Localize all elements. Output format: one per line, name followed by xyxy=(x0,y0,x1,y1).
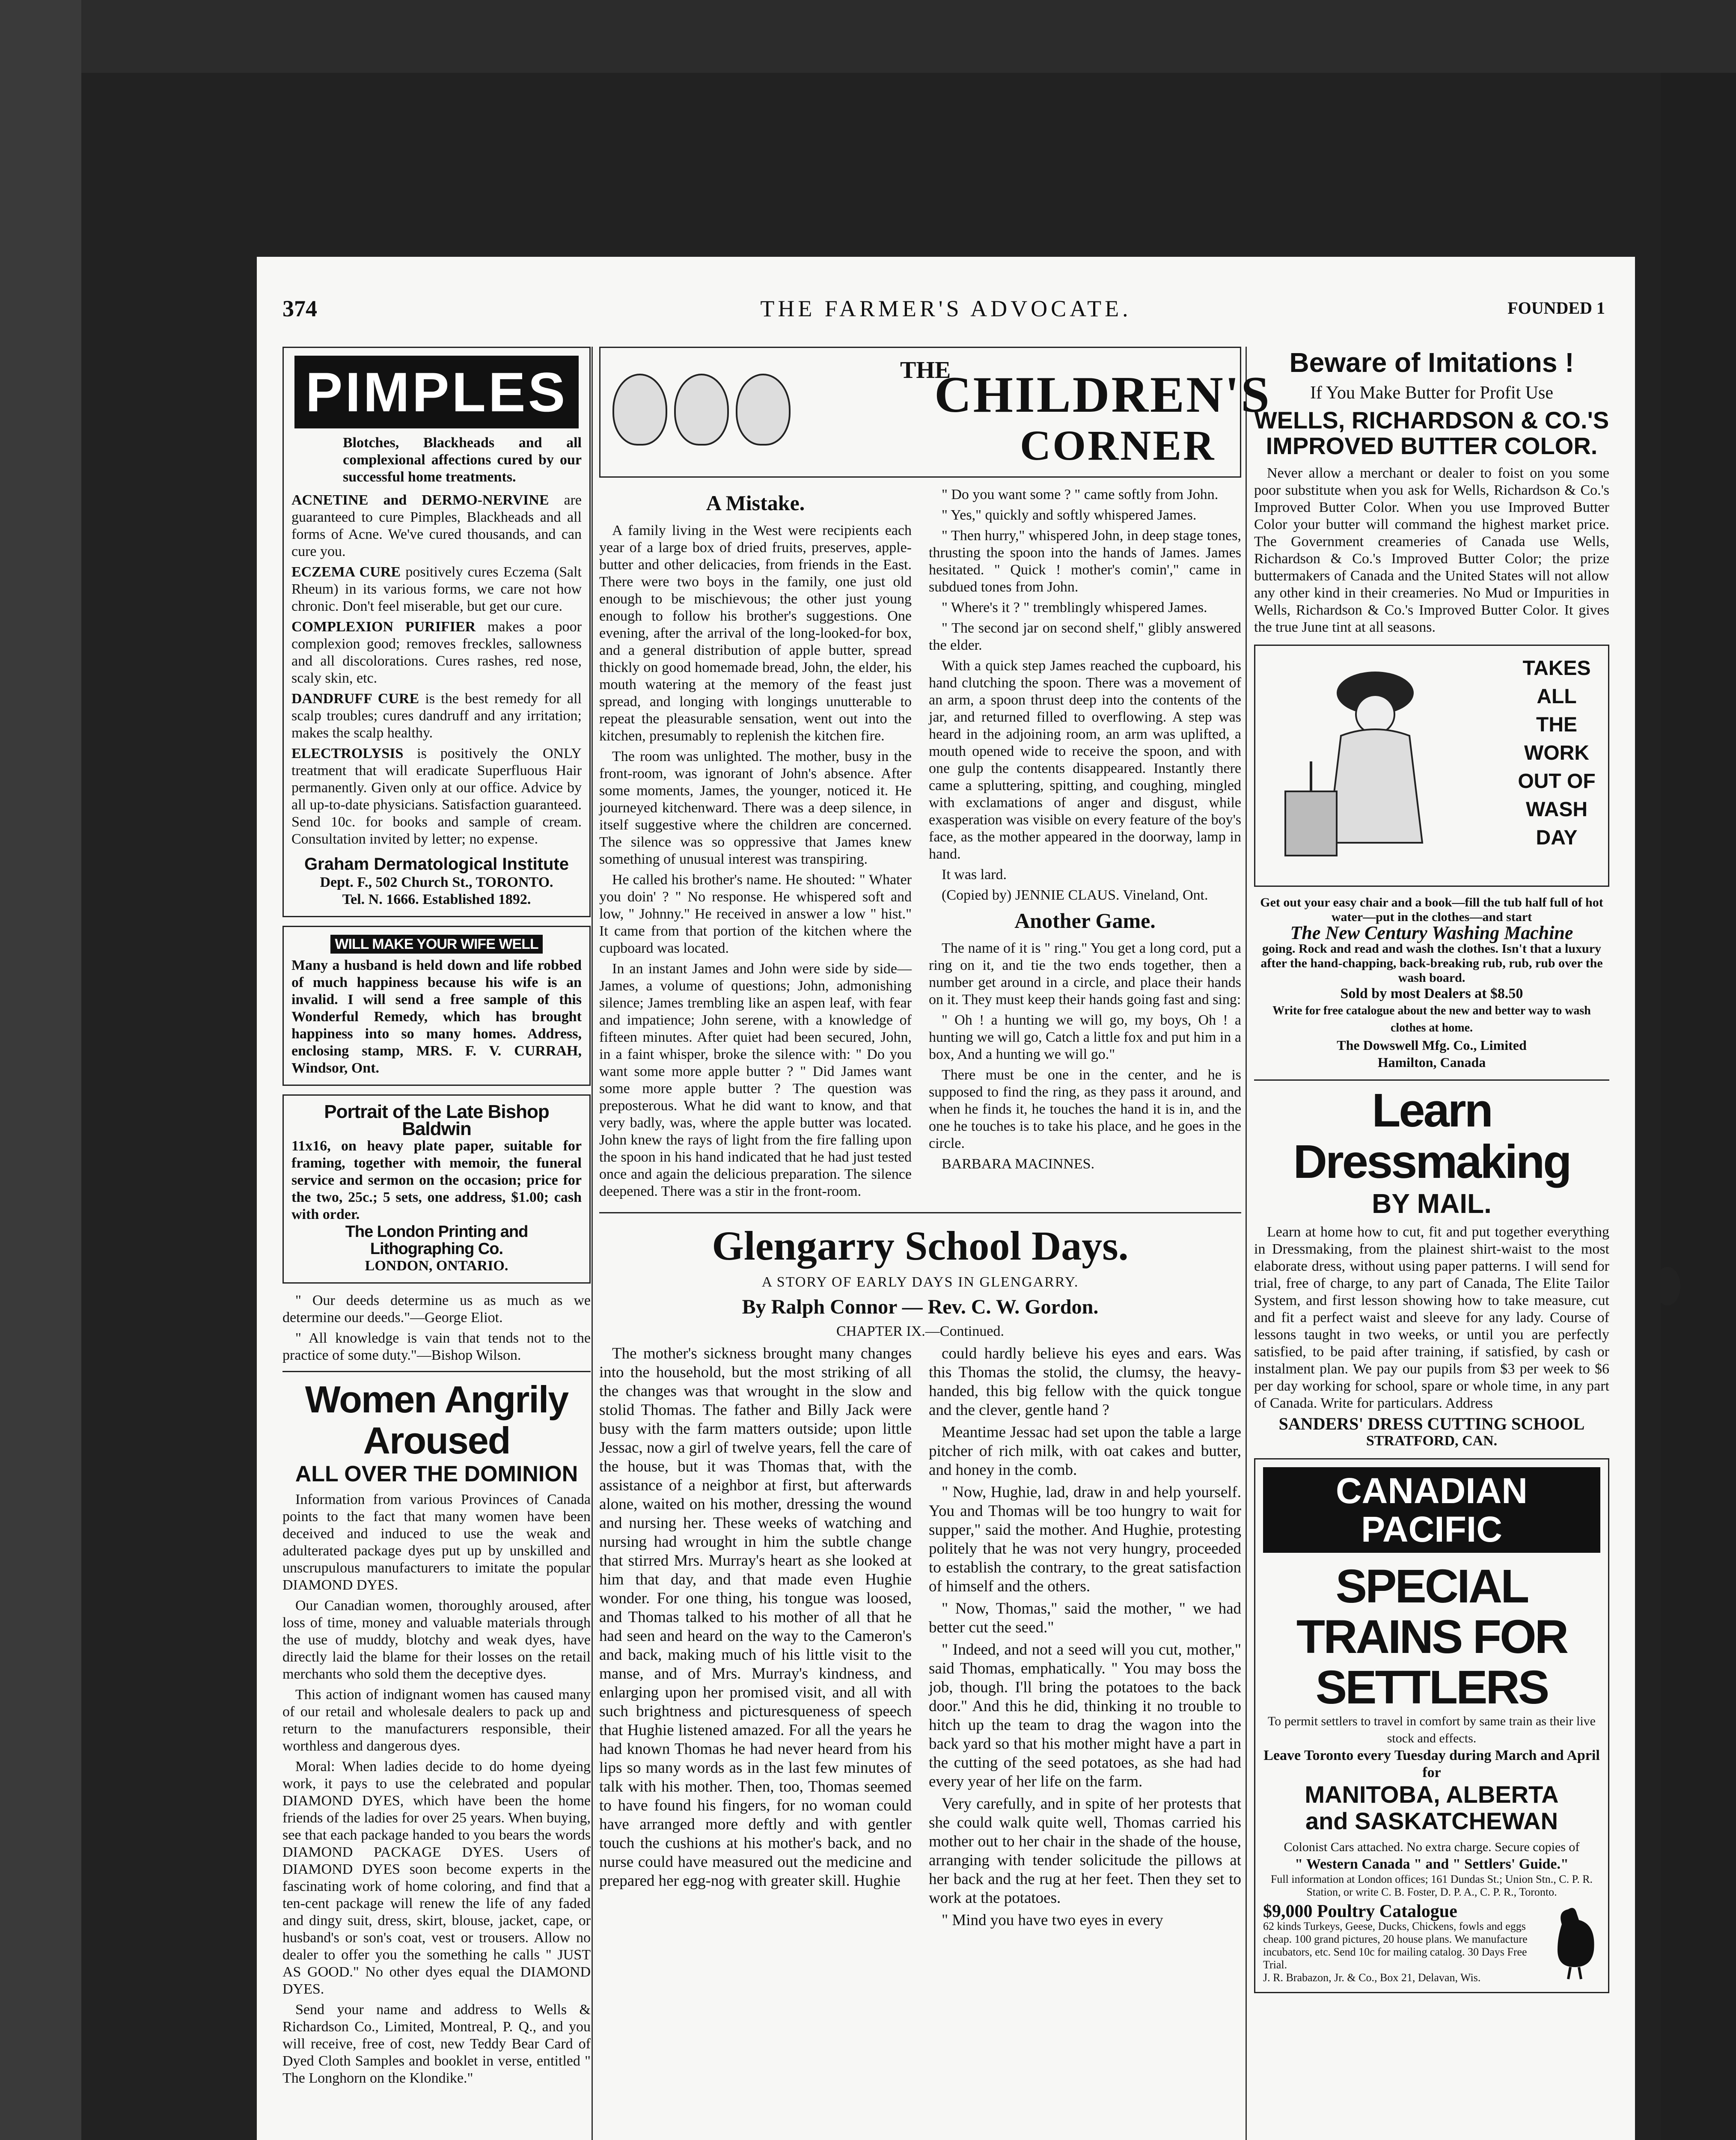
game-paragraph: The name of it is " ring." You get a long cord, put a ring on it, and tie the two ends together, then a number get around in a circle, and place their hands on it. They must keep their hands going fast and sing: xyxy=(929,940,1241,1008)
institute-tel: Tel. N. 1666. Established 1892. xyxy=(342,892,531,907)
pimples-item-text: is positively the ONLY treatment that will eradicate Superfluous Hair permanently. Given only at our office. Advice by all up-to-date physicians. Satisfaction guaranteed. Send 10c. for books and sample of cream. Consultation invited by letter; no expense. xyxy=(291,746,582,847)
column-middle xyxy=(599,347,1271,1933)
page-number: 374 xyxy=(282,296,317,321)
washer-tag-line: OUT OF xyxy=(1518,770,1596,793)
woman-washing-illustration xyxy=(1268,663,1474,868)
women-paragraph: This action of indignant women has caused many of our retail and wholesale dealers to pack up and return to the manufacturers responsible, their worthless and dangerous dyes. xyxy=(282,1687,591,1754)
rooster-icon xyxy=(1545,1903,1600,1980)
portrait-company: The London Printing and Lithographing Co. xyxy=(345,1223,528,1258)
pimples-item-name: ACNETINE and DERMO-NERVINE xyxy=(291,492,564,508)
mistake-body-continued xyxy=(929,486,1241,904)
story-column-left xyxy=(599,486,912,1204)
page-header xyxy=(257,295,1635,330)
quote-eliot: " Our deeds determine us as much as we determine our deeds."—George Eliot. xyxy=(282,1293,591,1326)
film-margin-top xyxy=(81,0,1736,73)
dressmaking-text: Learn at home how to cut, fit and put together everything in Dressmaking, from the plainest shirt-waist to the most elaborate dress, without using paper patterns. I will send for trial, free of charge, to any part of Canada, The Elite Tailor System, and first lesson showing how to take measure, cut and fit a perfect waist and sleeve for any lady. Course of lessons taught in two weeks, or until you are perfectly satisfied, to be paid after training, if satisfied, by cash or instalment plan. We pay our pupils from $3 per week to $6 per day working for school, spare or whole time, in any part of Canada. Write for particulars. Address xyxy=(1254,1224,1609,1411)
banner-corner: CORNER xyxy=(1020,422,1216,469)
washer-tag-line: TAKES xyxy=(1522,657,1591,680)
portrait-heading: Portrait of the Late Bishop Baldwin xyxy=(324,1101,549,1139)
newspaper-page xyxy=(257,257,1635,2140)
banner-the: THE xyxy=(900,357,951,383)
cpr-ad xyxy=(1254,1458,1609,1993)
pimples-item-list xyxy=(291,492,582,848)
cpr-destination-1: MANITOBA, ALBERTA xyxy=(1305,1781,1559,1808)
column-left xyxy=(282,347,591,2090)
washer-text-2: going. Rock and read and wash the clothes. Isn't that a luxury after the hand-chapping, back-breaking rub, rub, rub over the wash board. xyxy=(1260,942,1603,985)
column-rule xyxy=(592,347,593,2140)
children-faces-illustration xyxy=(609,361,849,464)
cpr-banner xyxy=(1263,1467,1600,1553)
women-title: Women Angrily Aroused xyxy=(305,1378,568,1462)
glengarry-paragraph: " Mind you have two eyes in every xyxy=(942,1911,1163,1929)
dressmaking-by-mail: BY MAIL. xyxy=(1372,1188,1492,1219)
portrait-ad xyxy=(282,1094,591,1284)
mistake-paragraph: " Do you want some ? " came softly from John. xyxy=(942,487,1219,502)
mistake-paragraph: A family living in the West were recipients each year of a large box of dried fruits, preserves, apple-butter and other delicacies, from friends in the East. There were two boys in the family, one just old enough to be mischievous; the other just young enough to follow his brother's suggestions. One evening, after the arrival of the long-looked-for box, and a general distribution of apple butter, spread thickly on good homemade bread, John, the elder, his mouth watering at the memory of the feast just spread, and longing with longings unutterable to repeat the pleasurable sensation, went out into the kitchen, presumably to replenish the kitchen fire. xyxy=(599,523,912,744)
mistake-body xyxy=(599,522,912,1200)
pimples-item-name: COMPLEXION PURIFIER xyxy=(291,619,488,635)
poultry-title: $9,000 Poultry Catalogue xyxy=(1263,1902,1457,1921)
glengarry-byline: By Ralph Connor — Rev. C. W. Gordon. xyxy=(742,1296,1099,1318)
dressmaking-title: Learn Dressmaking xyxy=(1293,1084,1570,1188)
institute-name: Graham Dermatological Institute xyxy=(304,855,569,874)
childrens-stories xyxy=(599,486,1241,1204)
pimples-item-text: makes a poor complexion good; removes freckles, sallowness and all discolorations. Cures rashes, red nose, scaly skin, etc. xyxy=(291,619,582,686)
glengarry-paragraph: " Now, Hughie, lad, draw in and help yourself. You and Thomas will be too hungry to wait for supper," said the mother. And Hughie, protesting politely that he was not very hungry, proceeded to establish the contrary, to the great satisfaction of himself and the others. xyxy=(929,1483,1241,1595)
glengarry-paragraph: " Indeed, and not a seed will you cut, mother," said Thomas, emphatically. " You may boss the job, though. I'll bring the potatoes to the back door." And this he did, thinking it no trouble to hitch up the team to drag the wagon into the back yard so that his mother might have a part in the cutting of the seed potatoes, as she had had every year of her life on the farm. xyxy=(929,1641,1241,1790)
pimples-ad xyxy=(282,347,591,917)
women-body xyxy=(282,1491,591,2087)
poultry-ad xyxy=(1263,1903,1600,1984)
glengarry-subtitle: A STORY OF EARLY DAYS IN GLENGARRY. xyxy=(761,1274,1079,1290)
pimples-item-text: are guaranteed to cure Pimples, Blackheads and all forms of Acne. We've cured thousands, and can cure you. xyxy=(291,492,582,559)
butter-text: Never allow a merchant or dealer to foist on you some poor substitute when you ask for Wells, Richardson & Co.'s Improved Butter Color. When you use Improved Butter Color your butter will command the highest market price. The Government creameries of Canada use Wells, Richardson & Co.'s Improved Butter Color; the prize buttermakers of Canada and the United States will not allow any other kind in their creameries. No Mud or Impurities in Wells, Richardson & Co.'s Improved Butter Color. It gives the true June tint at all seasons. xyxy=(1254,465,1609,635)
glengarry-column-right xyxy=(929,1344,1241,1933)
glengarry-body xyxy=(599,1344,1241,1933)
mistake-paragraph: In an instant James and John were side by side—James, a volume of questions; John, admonishing silence; James trembling like an aspen leaf, with fear and impatience; John serene, with a knowledge of fifteen minutes. After quiet had been secured, John, in a faint whisper, broke the silence with: " Do you want some more apple butter ? " Did James want some more apple butter ? The question was preposterous. What he did want to know, and that very badly, was, where the apple butter was located. John knew the rays of light from the fire falling upon the spoon in his hand indicated that he had just tested once and again the delicious preparation. The silence deepened. There was a stir in the front-room. xyxy=(599,961,912,1199)
glengarry-column-left xyxy=(599,1344,912,1933)
founded-label: FOUNDED 1 xyxy=(1507,298,1605,318)
game-paragraph: There must be one in the center, and he is supposed to find the ring, as they pass it around, and when he finds it, he touches the hand it is in, and the one he touches is to take his place, and he goes in the circle. xyxy=(929,1067,1241,1151)
wife-ad xyxy=(282,926,591,1086)
mistake-paragraph: " Where's it ? " tremblingly whispered James. xyxy=(942,600,1207,615)
washer-company: The Dowswell Mfg. Co., Limited xyxy=(1337,1037,1527,1053)
glengarry-paragraph: The mother's sickness brought many changes into the household, but the most striking of all the changes was that wrought in the slow and stolid Thomas. The father and Billy Jack were busy with the farm matters outside; upon little Jessac, now a girl of twelve years, fell the care of the house, but it was Thomas that, with the assistance of a neighbor at first, but afterwards alone, waited on his mother, dressing the wound and nursing her. These weeks of watching and nursing had wrought in him the subtle change that stirred Mrs. Murray's heart as she looked at him that day, and that made even Hughie wonder. For one thing, his tongue was loosed, and Thomas talked to his mother of all that he had seen and heard on the way to the Cameron's and back, making much of his little visit to the manse, and of Mrs. Murray's kindness, and enlarging upon her promised visit, and all with such brightness and picturesqueness of speech that Hughie listened amazed. For all the years he had known Thomas he had never heard from his lips so many words as in the last few minutes of talk with his mother. Then, too, Thomas seemed to have found his fingers, for no woman could have arranged more deftly and with gentler touch the cushions at his mother's back, and no nurse could have measured out the medicine and prepared her egg-nog with greater skill. Hughie xyxy=(599,1345,912,1890)
pimples-item-name: DANDRUFF CURE xyxy=(291,691,425,707)
column-right xyxy=(1254,347,1609,2002)
women-paragraph: Send your name and address to Wells & Richardson Co., Limited, Montreal, P. Q., and you will receive, free of cost, new Teddy Bear Card of Dyed Cloth Samples and booklet in verse, entitled " The Longhorn on the Klondike." xyxy=(282,2002,591,2086)
game-title: Another Game. xyxy=(1014,909,1156,933)
pimples-item-name: ECZEMA CURE xyxy=(291,564,406,580)
mistake-paragraph: " Then hurry," whispered John, in deep stage tones, thrusting the spoon into the hands of James. James hesitated. " Quick ! mother's comin'," came in subdued tones from John. xyxy=(929,528,1241,595)
pimples-item-name: ELECTROLYSIS xyxy=(291,746,417,761)
film-margin-left xyxy=(0,0,81,2140)
dressmaking-city: STRATFORD, CAN. xyxy=(1366,1433,1498,1449)
glengarry-paragraph: Meantime Jessac had set upon the table a large pitcher of rich milk, with oat cakes and butter, and honey in the comb. xyxy=(929,1424,1241,1479)
game-paragraph: " Oh ! a hunting we will go, my boys, Oh ! a hunting we will go, Catch a little fox and put him in a box, And a hunting we will go." xyxy=(929,1012,1241,1062)
washer-city: Hamilton, Canada xyxy=(1377,1055,1486,1070)
women-paragraph: Moral: When ladies decide to do home dyeing work, it pays to use the celebrated and popular DIAMOND DYES, which have been the home friends of the ladies for over 25 years. When buying, see that each package handed to you bears the words DIAMOND PACKAGE DYES. Users of DIAMOND DYES soon become experts in the fascinating work of home coloring, and find that a ten-cent package will renew the life of any faded and dingy suit, dress, skirt, blouse, jacket, cape, or husband's or son's coat, vest or trousers. Allow no dealer to offer you the something he calls " JUST AS GOOD." No other dyes equal the DIAMOND DYES. xyxy=(282,1759,591,1997)
dressmaking-school: SANDERS' DRESS CUTTING SCHOOL xyxy=(1278,1414,1585,1433)
mistake-paragraph: (Copied by) JENNIE CLAUS. Vineland, Ont. xyxy=(942,887,1208,903)
pimples-intro: Blotches, Blackheads and all complexional affections cured by our successful home treatments. xyxy=(343,435,582,485)
glengarry-paragraph: could hardly believe his eyes and ears. Was this Thomas the stolid, the clumsy, the heavy-handed, this big fellow with the quick tongue and the clever, gentle hand ? xyxy=(929,1345,1241,1419)
mistake-paragraph: The room was unlighted. The mother, busy in the front-room, was ignorant of John's absence. After some moments, James, the younger, noticed it. He journeyed kitchenward. There was a deep silence, in itself suggestive where the children are concerned. The silence was so oppressive that James knew something of unusual interest was transpiring. xyxy=(599,749,912,867)
pimples-item-text: positively cures Eczema (Salt Rheum) in its various forms, we care not how chronic. Don't feel miserable, but get our cure. xyxy=(291,564,582,614)
washer-tag-line: DAY xyxy=(1536,826,1578,849)
glengarry-paragraph: Very carefully, and in spite of her protests that she could walk quite well, Thomas carried his mother out to her chair in the shade of the house, arranging with tender solicitude the pillows at her back and the rug at her feet. Then they set to work at the potatoes. xyxy=(929,1795,1241,1907)
glengarry-chapter: CHAPTER IX.—Continued. xyxy=(836,1323,1004,1339)
masthead-title: THE FARMER'S ADVOCATE. xyxy=(760,296,1132,321)
portrait-text: 11x16, on heavy plate paper, suitable for framing, together with memoir, the funeral service and sermon on the occasion; price for the two, 25c.; 5 sets, one address, $1.00; cash with order. xyxy=(291,1138,582,1222)
washer-product: The New Century Washing Machine xyxy=(1290,922,1573,943)
washer-text-1: Get out your easy chair and a book—fill the tub half full of hot water—put in the clothes—and start xyxy=(1260,895,1603,924)
cpr-leave: Leave Toronto every Tuesday during March and April for xyxy=(1263,1748,1600,1780)
poultry-address: J. R. Brabazon, Jr. & Co., Box 21, Delavan, Wis. xyxy=(1263,1971,1481,1984)
mistake-paragraph: With a quick step James reached the cupboard, his hand clutching the spoon. There was a movement of an arm, a spoon thrust deep into the contents of the jar, and returned filled to overflowing. A step was heard in the adjoining room, an arm was uplifted, a mouth opened wide to receive the spoon, and with one gulp the contents disappeared. Instantly there came a spluttering, spitting, and coughing, mingled with exclamations of anger and disgust, while exasperation was visible on every feature of the boy's face, as the mother appeared in the doorway, lamp in hand. xyxy=(929,658,1241,862)
wife-heading: WILL MAKE YOUR WIFE WELL xyxy=(330,935,542,954)
washer-tag-line: THE xyxy=(1536,713,1577,736)
mistake-paragraph: It was lard. xyxy=(942,867,1007,883)
pimples-item xyxy=(291,564,582,615)
washer-tag-line: WORK xyxy=(1524,742,1589,764)
poultry-text: 62 kinds Turkeys, Geese, Ducks, Chickens, fowls and eggs cheap. 100 grand pictures, 20 house plans. We manufacture incubators, etc. Send 10c for mailing catalog. 30 Days Free Trial. xyxy=(1263,1920,1528,1971)
cpr-guides: " Western Canada " and " Settlers' Guide." xyxy=(1295,1856,1569,1872)
washer-tagline xyxy=(1514,654,1599,852)
institute-address: Dept. F., 502 Church St., TORONTO. xyxy=(320,874,553,890)
pimples-item-text: is the best remedy for all scalp troubles; cures dandruff and any irritation; makes the scalp healthy. xyxy=(291,691,582,741)
mistake-paragraph: He called his brother's name. He shouted: " Whater you doin' ? " No response. He whispered soft and low, " Johnny." He received in answer a low " hist." It came from that portion of the kitchen where the cupboard was located. xyxy=(599,872,912,956)
mistake-paragraph: " Yes," quickly and softly whispered James. xyxy=(942,507,1197,523)
cpr-colonist: Colonist Cars attached. No extra charge. Secure copies of xyxy=(1284,1840,1580,1854)
pimples-title: PIMPLES xyxy=(294,356,579,428)
glengarry-paragraph: " Now, Thomas," said the mother, " we had better cut the seed." xyxy=(929,1600,1241,1636)
story-column-right xyxy=(929,486,1241,1204)
cpr-banner-line-1: CANADIAN xyxy=(1336,1471,1528,1511)
wife-text: Many a husband is held down and life robbed of much happiness because his wife is an invalid. I will send a free sample of this Wonderful Remedy, which has brought happiness into so many homes. Address, enclosing stamp, MRS. F. V. CURRAH, Windsor, Ont. xyxy=(291,957,582,1076)
beware-heading: Beware of Imitations ! xyxy=(1289,347,1574,378)
cpr-offices: Full information at London offices; 161 Dundas St.; Union Stn., C. P. R. Station, or write C. B. Foster, D. P. A., C. P. R., Toronto. xyxy=(1270,1873,1593,1898)
pimples-item xyxy=(291,618,582,687)
portrait-city: LONDON, ONTARIO. xyxy=(365,1258,508,1274)
butter-if-you: If You Make Butter for Profit Use xyxy=(1310,383,1554,403)
childrens-corner-banner xyxy=(599,347,1271,478)
film-punch-hole xyxy=(1655,1267,1680,1305)
cpr-special-trains: SPECIAL TRAINS FOR SETTLERS xyxy=(1296,1560,1567,1714)
film-margin-right xyxy=(1661,73,1736,2140)
pimples-item xyxy=(291,492,582,560)
column-rule xyxy=(1246,347,1247,2140)
cpr-destination-2: and SASKATCHEWAN xyxy=(1305,1807,1558,1834)
pimples-item xyxy=(291,745,582,848)
quote-wilson: " All knowledge is vain that tends not to the practice of some duty."—Bishop Wilson. xyxy=(282,1330,591,1363)
banner-childrens: CHILDREN'S xyxy=(934,366,1271,423)
wells-richardson-heading: WELLS, RICHARDSON & CO.'S IMPROVED BUTTER COLOR. xyxy=(1254,407,1609,459)
mistake-paragraph: " The second jar on second shelf," glibly answered the elder. xyxy=(929,620,1241,653)
washer-catalogue: Write for free catalogue about the new and better way to wash clothes at home. xyxy=(1272,1004,1591,1034)
washer-price: Sold by most Dealers at $8.50 xyxy=(1340,986,1523,1002)
women-paragraph: Information from various Provinces of Canada points to the fact that many women have been deceived and induced to use the weak and adulterated package dyes put up by unskilled and unscrupulous manufacturers to imitate the popular DIAMOND DYES. xyxy=(282,1492,591,1593)
glengarry-title: Glengarry School Days. xyxy=(712,1223,1129,1269)
women-subtitle: ALL OVER THE DOMINION xyxy=(295,1462,578,1486)
cpr-permit: To permit settlers to travel in comfort by same train as their live stock and effects. xyxy=(1267,1714,1596,1745)
pimples-item xyxy=(291,690,582,742)
cpr-banner-line-2: PACIFIC xyxy=(1361,1509,1502,1549)
washing-machine-ad xyxy=(1254,645,1609,887)
game-paragraph: BARBARA MACINNES. xyxy=(942,1156,1095,1172)
washer-tag-line: WASH xyxy=(1526,798,1587,821)
mistake-title: A Mistake. xyxy=(706,491,805,515)
game-body xyxy=(929,940,1241,1173)
women-paragraph: Our Canadian women, thoroughly aroused, after loss of time, money and valuable materials through the use of muddy, blotchy and weak dyes, have directly laid the blame for their losses on the retail merchants who sold them the deceptive dyes. xyxy=(282,1598,591,1682)
washer-tag-line: ALL xyxy=(1537,685,1577,708)
